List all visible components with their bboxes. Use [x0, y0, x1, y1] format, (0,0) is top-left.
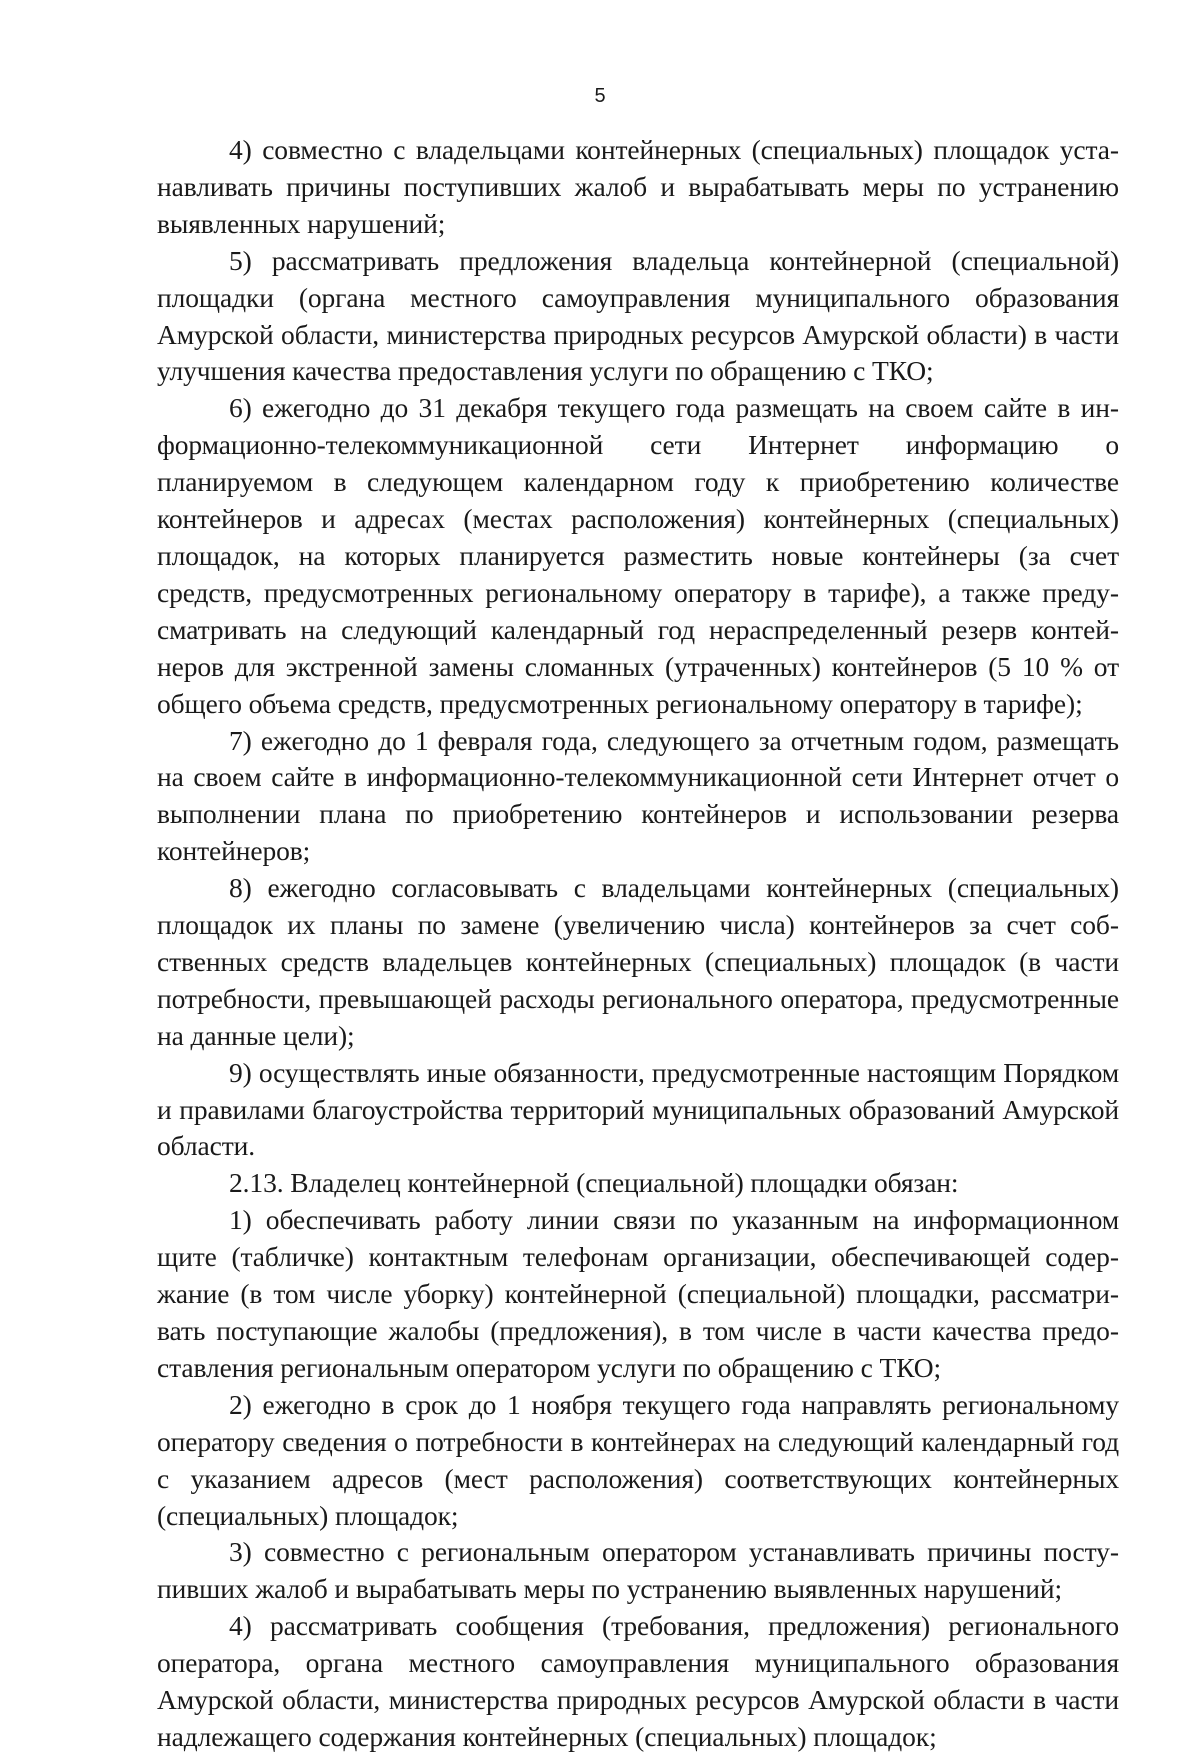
paragraph-owner-duty-4: 4) рассматривать сообщения (требования, предложения) регионального оператора, органа местного самоуправления муниципального образования Амурской области, министерства природных ресурсов Амурской области в части надлежащего содержания контейнерных (специальных) площадок;	[157, 1610, 1119, 1752]
paragraph-owner-duty-2: 2) ежегодно в срок до 1 ноября текущего года направлять региональному оператору сведения о потребности в контейнерах на следующий календарный год с указанием адресов (мест расположения) соответствующих контейнерных (специальных) площадок;	[157, 1388, 1119, 1531]
paragraph-operator-duty-8: 8) ежегодно согласовывать с владельцами контейнерных (специальных) площадок их планы по замене (увеличению числа) контейнеров за счет собственных средств владельцев контейнерных (специальных) площадок (в части потребности, превышающей расходы регионального оператора, предусмотренные на данные цели);	[157, 872, 1119, 1051]
paragraph-owner-duty-3: 3) совместно с региональным оператором устанавливать причины поступивших жалоб и вырабатывать меры по устранению выявленных нарушений;	[157, 1536, 1119, 1605]
paragraph-operator-duty-9: 9) осуществлять иные обязанности, предусмотренные настоящим Порядком и правилами благоустройства территорий муниципальных образований Амурской области.	[157, 1056, 1119, 1162]
paragraph-operator-duty-7: 7) ежегодно до 1 февраля года, следующего за отчетным годом, размещать на своем сайте в информационно-телекоммуникационной сети Интернет отчет о выполнении плана по приобретению контейнеров и использовании резерва контейнеров;	[157, 724, 1119, 867]
paragraph-operator-duty-5: 5) рассматривать предложения владельца контейнерной (специальной) площадки (органа местного самоуправления муниципального образования Амурской области, министерства природных ресурсов Амурской области) в части улучшения качества предоставления услуги по обращению с ТКО;	[157, 244, 1119, 387]
section-heading-2-13: 2.13. Владелец контейнерной (специальной) площадки обязан:	[229, 1167, 959, 1199]
paragraph-owner-duty-1: 1) обеспечивать работу линии связи по указанным на информационном щите (табличке) контактным телефонам организации, обеспечивающей содержание (в том числе уборку) контейнерной (специальной) площадки, рассматривать поступающие жалобы (предложения), в том числе в части качества предоставления региональным оператором услуги по обращению с ТКО;	[157, 1204, 1119, 1383]
page-number: 5	[594, 85, 606, 107]
paragraph-operator-duty-4: 4) совместно с владельцами контейнерных (специальных) площадок устанавливать причины поступивших жалоб и вырабатывать меры по устранению выявленных нарушений;	[157, 134, 1119, 239]
document-body	[157, 132, 1119, 1756]
paragraph-operator-duty-6: 6) ежегодно до 31 декабря текущего года размещать на своем сайте в информационно-телекоммуникационной сети Интернет информацию о планируемом в следующем календарном году к приобретению количестве контейнеров и адресах (местах расположения) контейнерных (специальных) площадок, на которых планируется разместить новые контейнеры (за счет средств, предусмотренных региональному оператору в тарифе), а также предусматривать на следующий календарный год нераспределенный резерв контейнеров для экстренной замены сломанных (утраченных) контейнеров (5 10 % от общего объема средств, предусмотренных региональному оператору в тарифе);	[157, 392, 1119, 719]
